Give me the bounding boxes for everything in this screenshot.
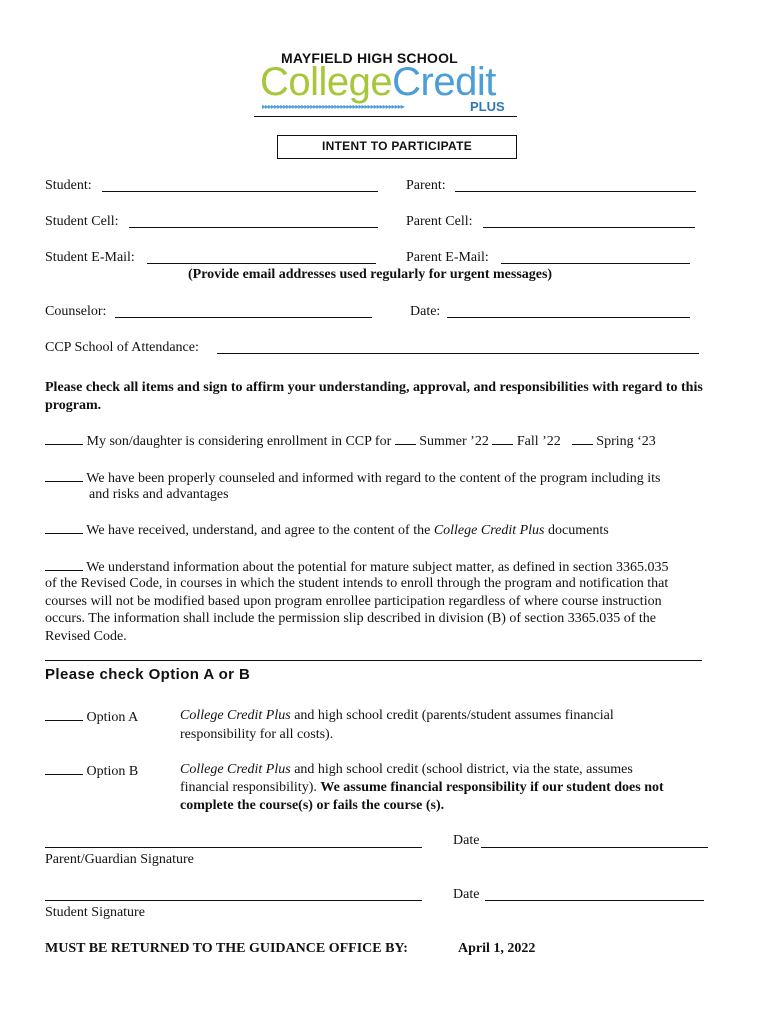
option-a-text2: responsibility for all costs). — [180, 727, 334, 742]
date-input[interactable] — [447, 317, 690, 318]
parent-date-input[interactable] — [481, 847, 708, 848]
counselor-label: Counselor: — [45, 304, 107, 319]
item4-line4: occurs. The information shall include the permission slip described in division (B) of section 3365.035 of the — [45, 611, 656, 626]
student-signature-label: Student Signature — [45, 905, 145, 920]
student-input[interactable] — [102, 191, 378, 192]
parent-cell-label: Parent Cell: — [406, 214, 473, 229]
check-item-counseled — [45, 469, 661, 487]
option-a-desc-1 — [180, 708, 614, 724]
option-b-text2-normal: financial responsibility). — [180, 780, 317, 795]
item4-line3: courses will not be modified based upon program enrollee participation regardless of where course instruction — [45, 594, 662, 609]
option-b-blank[interactable] — [45, 762, 83, 775]
item3-suffix: documents — [548, 523, 609, 538]
parent-date-label: Date — [453, 833, 480, 848]
item1-text: My son/daughter is considering enrollment in CCP for — [86, 434, 392, 449]
logo-credit-text: Credit — [392, 60, 496, 104]
ccp-logo — [260, 60, 496, 105]
check-blank[interactable] — [45, 432, 83, 445]
item4-line2: of the Revised Code, in courses in which the student intends to enroll through the program and notification that — [45, 576, 669, 591]
option-b-text2-bold: We assume financial responsibility if our student does not — [320, 780, 664, 795]
term-summer: Summer ’22 — [419, 434, 489, 449]
check-item-enrollment — [45, 432, 656, 450]
summer-blank[interactable] — [395, 432, 416, 445]
option-a-blank[interactable] — [45, 708, 83, 721]
option-b-text3: complete the course(s) or fails the course (s). — [180, 798, 445, 813]
logo-plus-text: PLUS — [470, 99, 505, 114]
student-date-input[interactable] — [485, 900, 704, 901]
student-label: Student: — [45, 178, 92, 193]
parent-email-label: Parent E-Mail: — [406, 250, 489, 265]
item3-italic: College Credit Plus — [433, 523, 545, 538]
option-a-italic: College Credit Plus — [180, 708, 291, 723]
student-cell-label: Student Cell: — [45, 214, 119, 229]
logo-arrow-strip: ▸▸▸▸▸▸▸▸▸▸▸▸▸▸▸▸▸▸▸▸▸▸▸▸▸▸▸▸▸▸▸▸▸▸▸▸▸▸▸▸▸▸▸▸▸▸▸ — [262, 102, 404, 111]
school-name: MAYFIELD HIGH SCHOOL — [281, 50, 458, 66]
option-b-desc-1 — [180, 762, 633, 778]
option-b-label: Option B — [86, 764, 139, 779]
option-a — [45, 708, 138, 726]
counselor-input[interactable] — [115, 317, 372, 318]
parent-input[interactable] — [455, 191, 696, 192]
logo-underline — [254, 116, 517, 117]
option-a-text1: and high school credit (parents/student assumes financial — [294, 708, 614, 723]
term-fall: Fall ’22 — [516, 434, 561, 449]
item4-line5: Revised Code. — [45, 629, 127, 644]
item4-line1: We understand information about the potential for mature subject matter, as defined in section 3365.035 — [86, 560, 669, 575]
option-a-label: Option A — [86, 710, 139, 725]
student-date-label: Date — [453, 887, 480, 902]
parent-email-input[interactable] — [501, 263, 690, 264]
return-instruction: MUST BE RETURNED TO THE GUIDANCE OFFICE BY: — [45, 941, 408, 956]
student-signature-line[interactable] — [45, 900, 422, 901]
check-item-mature-content — [45, 558, 669, 576]
item2-line2: and risks and advantages — [89, 487, 229, 502]
section-divider — [45, 660, 702, 661]
options-heading: Please check Option A or B — [45, 666, 251, 683]
fall-blank[interactable] — [492, 432, 513, 445]
spring-blank[interactable] — [572, 432, 593, 445]
parent-label: Parent: — [406, 178, 446, 193]
instructions: Please check all items and sign to affirm your understanding, approval, and responsibilities with regard to this program. — [45, 380, 703, 413]
logo-college-text: College — [260, 60, 393, 104]
check-blank[interactable] — [45, 558, 83, 571]
ccp-school-input[interactable] — [217, 353, 699, 354]
parent-signature-line[interactable] — [45, 847, 422, 848]
check-blank[interactable] — [45, 521, 83, 534]
item2-line1: We have been properly counseled and informed with regard to the content of the program including its — [86, 471, 661, 486]
deadline-date: April 1, 2022 — [458, 941, 536, 956]
student-email-label: Student E-Mail: — [45, 250, 135, 265]
date-label: Date: — [410, 304, 441, 319]
ccp-school-label: CCP School of Attendance: — [45, 340, 199, 355]
term-spring: Spring ‘23 — [596, 434, 656, 449]
form-title: INTENT TO PARTICIPATE — [277, 135, 517, 159]
student-cell-input[interactable] — [129, 227, 378, 228]
parent-signature-label: Parent/Guardian Signature — [45, 852, 194, 867]
student-email-input[interactable] — [147, 263, 376, 264]
option-b — [45, 762, 138, 780]
parent-cell-input[interactable] — [483, 227, 695, 228]
check-blank[interactable] — [45, 469, 83, 482]
option-b-italic: College Credit Plus — [180, 762, 291, 777]
item3-prefix: We have received, understand, and agree to the content of the — [86, 523, 431, 538]
option-b-text1: and high school credit (school district, via the state, assumes — [294, 762, 633, 777]
check-item-documents — [45, 521, 609, 539]
email-note: (Provide email addresses used regularly for urgent messages) — [188, 267, 553, 282]
option-b-desc-2 — [180, 780, 664, 796]
